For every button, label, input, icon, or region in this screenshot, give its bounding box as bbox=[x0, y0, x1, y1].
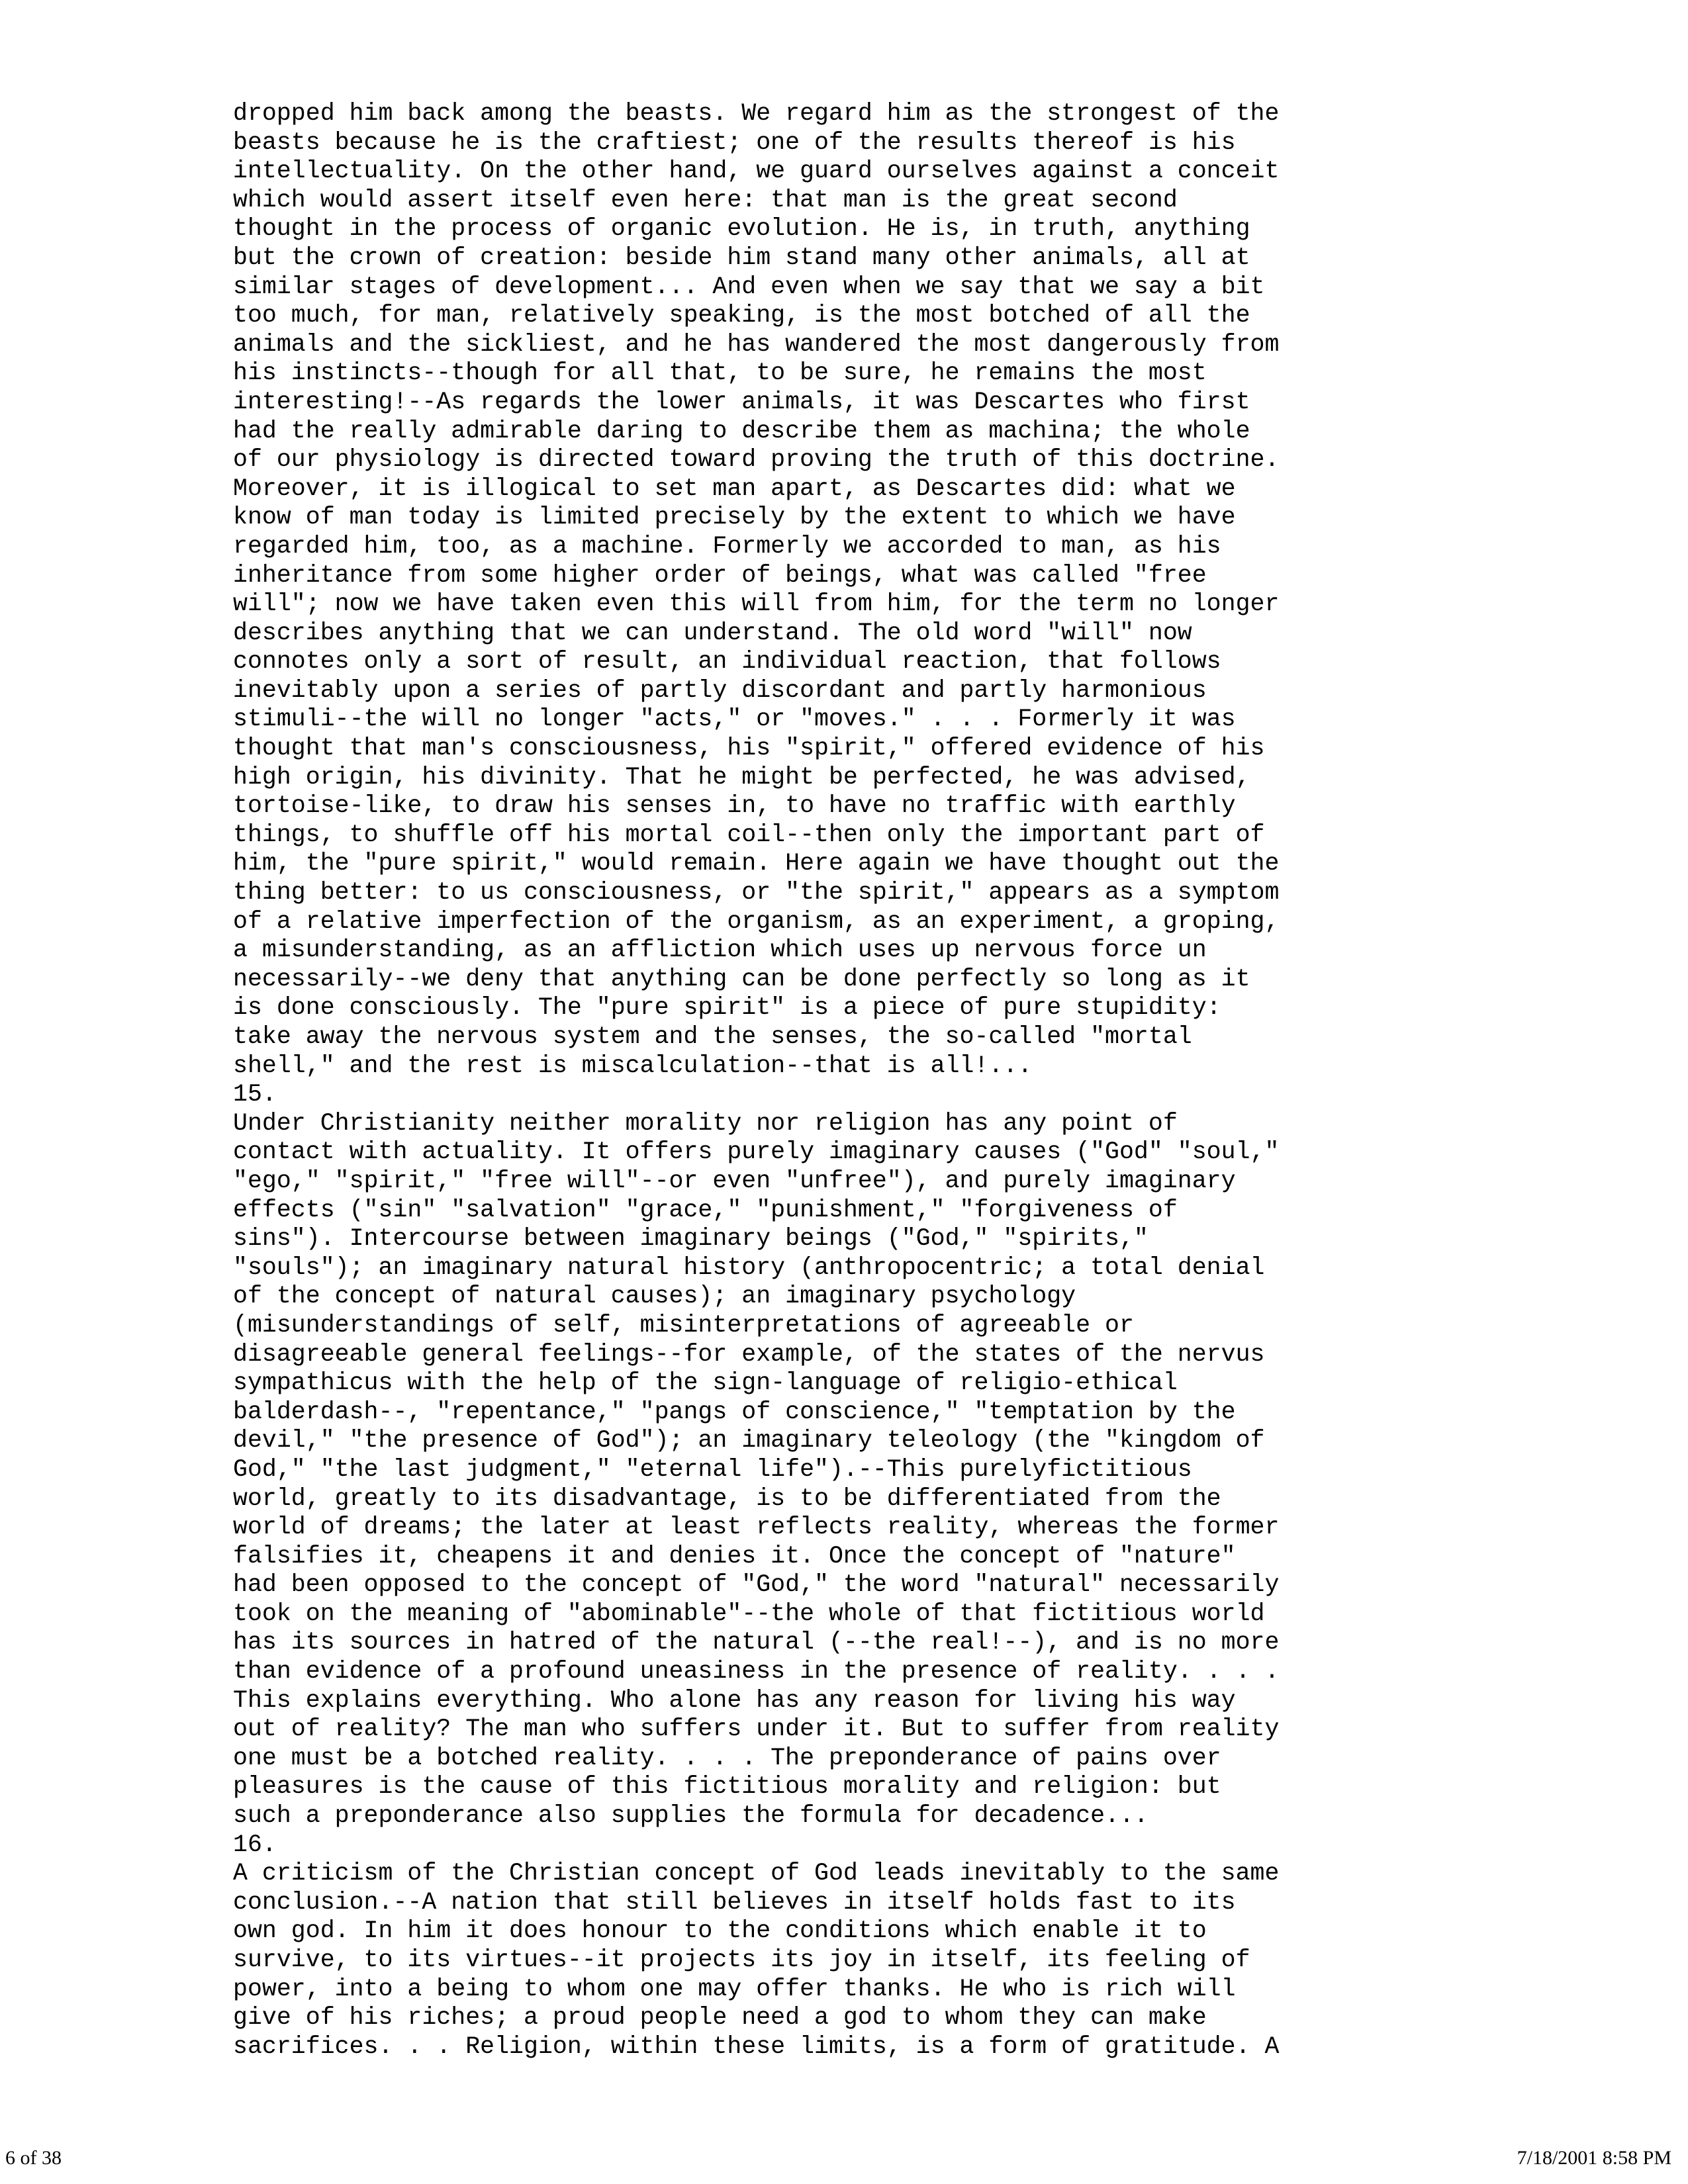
text-line: such a preponderance also supplies the formula for decadence... bbox=[233, 1802, 1149, 1830]
text-line: is done consciously. The "pure spirit" is a piece of pure stupidity: bbox=[233, 994, 1221, 1022]
text-line: than evidence of a profound uneasiness in the presence of reality. . . . bbox=[233, 1658, 1280, 1686]
text-line: will"; now we have taken even this will from him, for the term no longer bbox=[233, 590, 1280, 618]
text-line: things, to shuffle off his mortal coil--then only the important part of bbox=[233, 821, 1265, 848]
text-line: high origin, his divinity. That he might be perfected, he was advised, bbox=[233, 763, 1250, 791]
text-line: conclusion.--A nation that still believes in itself holds fast to its bbox=[233, 1888, 1236, 1916]
text-line: but the crown of creation: beside him stand many other animals, all at bbox=[233, 244, 1250, 271]
text-line: devil," "the presence of God"); an imaginary teleology (the "kingdom of bbox=[233, 1427, 1265, 1455]
text-line: own god. In him it does honour to the conditions which enable it to bbox=[233, 1917, 1207, 1945]
text-line: contact with actuality. It offers purely imaginary causes ("God" "soul," bbox=[233, 1138, 1280, 1166]
text-line: sins"). Intercourse between imaginary beings ("God," "spirits," bbox=[233, 1225, 1149, 1253]
text-line: know of man today is limited precisely by the extent to which we have bbox=[233, 504, 1236, 531]
text-line: took on the meaning of "abominable"--the whole of that fictitious world bbox=[233, 1600, 1265, 1627]
text-line: world, greatly to its disadvantage, is to be differentiated from the bbox=[233, 1484, 1221, 1512]
text-line: survive, to its virtues--it projects its joy in itself, its feeling of bbox=[233, 1946, 1250, 1974]
document-body bbox=[233, 99, 1458, 2061]
text-line: intellectuality. On the other hand, we guard ourselves against a conceit bbox=[233, 158, 1280, 185]
text-line: A criticism of the Christian concept of God leads inevitably to the same bbox=[233, 1860, 1280, 1888]
text-line: which would assert itself even here: that man is the great second bbox=[233, 186, 1178, 214]
text-line: 15. bbox=[233, 1081, 277, 1109]
print-timestamp: 7/18/2001 8:58 PM bbox=[1517, 2147, 1671, 2169]
text-line: pleasures is the cause of this fictitious morality and religion: but bbox=[233, 1773, 1221, 1801]
text-line: God," "the last judgment," "eternal life").--This purelyfictitious bbox=[233, 1455, 1192, 1483]
text-line: describes anything that we can understand. The old word "will" now bbox=[233, 619, 1192, 647]
text-line: necessarily--we deny that anything can be done perfectly so long as it bbox=[233, 965, 1250, 993]
text-line: him, the "pure spirit," would remain. Here again we have thought out the bbox=[233, 850, 1280, 878]
text-line: had been opposed to the concept of "God," the word "natural" necessarily bbox=[233, 1571, 1280, 1599]
text-line: take away the nervous system and the senses, the so-called "mortal bbox=[233, 1023, 1192, 1050]
text-line: similar stages of development... And even when we say that we say a bit bbox=[233, 273, 1265, 300]
text-line: stimuli--the will no longer "acts," or "moves." . . . Formerly it was bbox=[233, 705, 1236, 733]
text-line: of the concept of natural causes); an imaginary psychology bbox=[233, 1283, 1076, 1310]
text-line: shell," and the rest is miscalculation--that is all!... bbox=[233, 1052, 1033, 1079]
text-line: out of reality? The man who suffers under it. But to suffer from reality bbox=[233, 1715, 1280, 1743]
text-line: (misunderstandings of self, misinterpretations of agreeable or bbox=[233, 1311, 1134, 1339]
text-line: too much, for man, relatively speaking, is the most botched of all the bbox=[233, 302, 1250, 330]
text-line: a misunderstanding, as an affliction which uses up nervous force un bbox=[233, 936, 1207, 964]
text-line: This explains everything. Who alone has any reason for living his way bbox=[233, 1686, 1236, 1714]
text-line: thought in the process of organic evolution. He is, in truth, anything bbox=[233, 215, 1250, 243]
text-line: give of his riches; a proud people need a god to whom they can make bbox=[233, 2004, 1207, 2032]
text-line: Under Christianity neither morality nor religion has any point of bbox=[233, 1109, 1178, 1137]
text-line: of a relative imperfection of the organism, as an experiment, a groping, bbox=[233, 907, 1280, 935]
text-line: 16. bbox=[233, 1831, 277, 1858]
text-line: of our physiology is directed toward proving the truth of this doctrine. bbox=[233, 446, 1280, 474]
text-line: animals and the sickliest, and he has wandered the most dangerously from bbox=[233, 330, 1280, 358]
text-line: world of dreams; the later at least reflects reality, whereas the former bbox=[233, 1514, 1280, 1541]
text-line: sacrifices. . . Religion, within these limits, is a form of gratitude. A bbox=[233, 2032, 1280, 2060]
text-line: tortoise-like, to draw his senses in, to have no traffic with earthly bbox=[233, 792, 1236, 820]
text-line: had the really admirable daring to describe them as machina; the whole bbox=[233, 417, 1250, 445]
text-line: sympathicus with the help of the sign-language of religio-ethical bbox=[233, 1369, 1178, 1397]
text-line: dropped him back among the beasts. We regard him as the strongest of the bbox=[233, 100, 1280, 127]
text-line: connotes only a sort of result, an individual reaction, that follows bbox=[233, 648, 1221, 676]
text-line: "souls"); an imaginary natural history (anthropocentric; a total denial bbox=[233, 1253, 1265, 1281]
text-line: interesting!--As regards the lower animals, it was Descartes who first bbox=[233, 388, 1250, 416]
text-line: inevitably upon a series of partly discordant and partly harmonious bbox=[233, 676, 1207, 704]
page-number: 6 of 38 bbox=[5, 2147, 62, 2169]
text-line: has its sources in hatred of the natural (--the real!--), and is no more bbox=[233, 1629, 1280, 1657]
text-line: thing better: to us consciousness, or "the spirit," appears as a symptom bbox=[233, 879, 1280, 907]
text-line: regarded him, too, as a machine. Formerly we accorded to man, as his bbox=[233, 532, 1221, 560]
text-line: one must be a botched reality. . . . The preponderance of pains over bbox=[233, 1744, 1221, 1772]
text-line: Moreover, it is illogical to set man apart, as Descartes did: what we bbox=[233, 475, 1236, 502]
text-line: thought that man's consciousness, his "spirit," offered evidence of his bbox=[233, 735, 1265, 762]
text-line: disagreeable general feelings--for example, of the states of the nervus bbox=[233, 1340, 1265, 1368]
text-line: beasts because he is the craftiest; one of the results thereof is his bbox=[233, 128, 1236, 156]
text-line: balderdash--, "repentance," "pangs of conscience," "temptation by the bbox=[233, 1398, 1236, 1426]
text-line: inheritance from some higher order of beings, what was called "free bbox=[233, 561, 1207, 589]
text-line: "ego," "spirit," "free will"--or even "unfree"), and purely imaginary bbox=[233, 1167, 1236, 1195]
text-line: falsifies it, cheapens it and denies it. Once the concept of "nature" bbox=[233, 1542, 1236, 1570]
text-line: effects ("sin" "salvation" "grace," "punishment," "forgiveness of bbox=[233, 1196, 1178, 1224]
text-line: power, into a being to whom one may offer thanks. He who is rich will bbox=[233, 1975, 1236, 2003]
text-line: his instincts--though for all that, to be sure, he remains the most bbox=[233, 359, 1207, 387]
